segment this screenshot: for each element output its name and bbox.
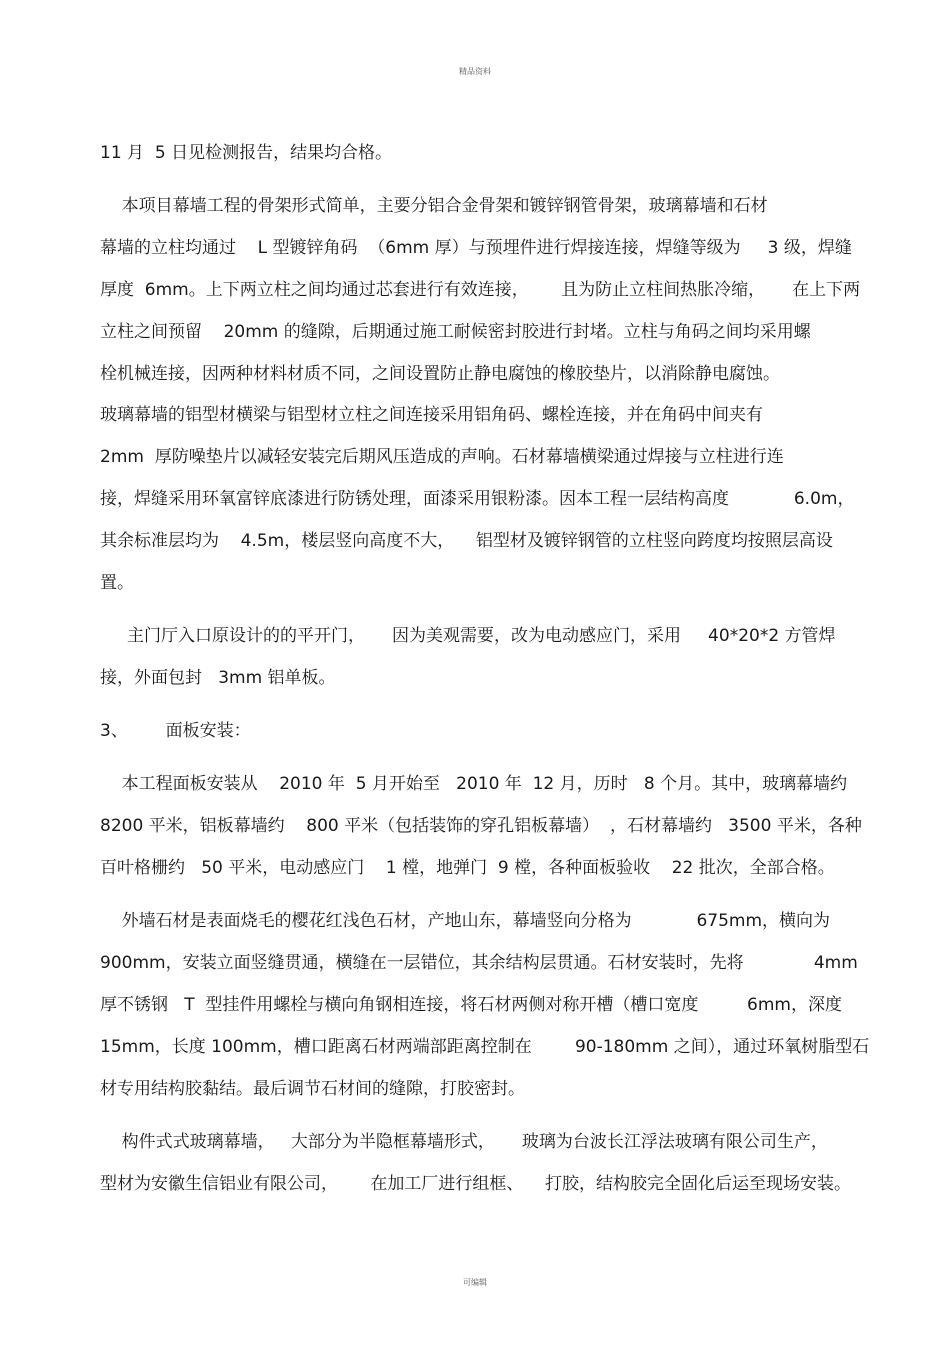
page-footer: 可编辑 xyxy=(463,1278,487,1287)
page-header: 精品资料 xyxy=(459,67,491,76)
text-line: 幕墙的立柱均通过 L 型镀锌角码 （6mm 厚）与预埋件进行焊接连接，焊缝等级为 3 级，焊缝 xyxy=(100,238,852,258)
text-line: 百叶格栅约 50 平米，电动感应门 1 樘，地弹门 9 樘，各种面板验收 22 批次，全部合格。 xyxy=(100,858,835,878)
text-line: 构件式式玻璃幕墙， 大部分为半隐框幕墙形式， 玻璃为台波长江浮法玻璃有限公司生产， xyxy=(100,1132,828,1152)
text-line: 主门厅入口原设计的的平开门， 因为美观需要，改为电动感应门，采用 40*20*2 方管焊 xyxy=(100,626,836,646)
text-line: 型材为安徽生信铝业有限公司， 在加工厂进行组框、 打胶，结构胶完全固化后运至现场安装。 xyxy=(100,1174,852,1194)
text-line: 栓机械连接，因两种材料材质不同，之间设置防止静电腐蚀的橡胶垫片，以消除静电腐蚀。 xyxy=(100,364,780,384)
text-line: 11 月 5 日见检测报告，结果均合格。 xyxy=(100,143,393,163)
text-line: 接，焊缝采用环氧富锌底漆进行防锈处理，面漆采用银粉漆。因本工程一层结构高度 6.0m， xyxy=(100,489,855,509)
text-line: 厚不锈钢 T 型挂件用螺栓与横向角钢相连接，将石材两侧对称开槽（槽口宽度 6mm，深度 xyxy=(100,995,842,1015)
text-line: 15mm，长度 100mm，槽口距离石材两端部距离控制在 90-180mm 之间），通过环氧树脂型石 xyxy=(100,1037,870,1057)
text-line: 立柱之间预留 20mm 的缝隙，后期通过施工耐候密封胶进行封堵。立柱与角码之间均采用螺 xyxy=(100,322,811,342)
text-line: 本项目幕墙工程的骨架形式简单，主要分铝合金骨架和镀锌钢管骨架，玻璃幕墙和石材 xyxy=(100,196,768,216)
text-line: 900mm，安装立面竖缝贯通，横缝在一层错位，其余结构层贯通。石材安装时，先将 4mm xyxy=(100,953,858,973)
text-line: 其余标准层均为 4.5m，楼层竖向高度不大， 铝型材及镀锌钢管的立柱竖向跨度均按照层高设 xyxy=(100,531,833,551)
section-heading: 3、 面板安装： xyxy=(100,721,251,741)
text-line: 本工程面板安装从 2010 年 5 月开始至 2010 年 12 月，历时 8 个月。其中，玻璃幕墙约 xyxy=(100,774,848,794)
text-line: 8200 平米，铝板幕墙约 800 平米（包括装饰的穿孔铝板幕墙） ，石材幕墙约 3500 平米，各种 xyxy=(100,816,862,836)
text-line: 厚度 6mm。上下两立柱之间均通过芯套进行有效连接， 且为防止立柱间热胀冷缩， 在上下两 xyxy=(100,280,861,300)
text-line: 外墙石材是表面烧毛的樱花红浅色石材，产地山东，幕墙竖向分格为 675mm，横向为 xyxy=(100,911,831,931)
text-line: 接，外面包封 3mm 铝单板。 xyxy=(100,668,336,688)
text-line: 材专用结构胶黏结。最后调节石材间的缝隙，打胶密封。 xyxy=(100,1079,525,1099)
text-line: 2mm 厚防噪垫片以减轻安装完后期风压造成的声响。石材幕墙横梁通过焊接与立柱进行连 xyxy=(100,447,784,467)
text-line: 置。 xyxy=(100,573,134,593)
text-line: 玻璃幕墙的铝型材横梁与铝型材立柱之间连接采用铝角码、螺栓连接，并在角码中间夹有 xyxy=(100,405,763,425)
